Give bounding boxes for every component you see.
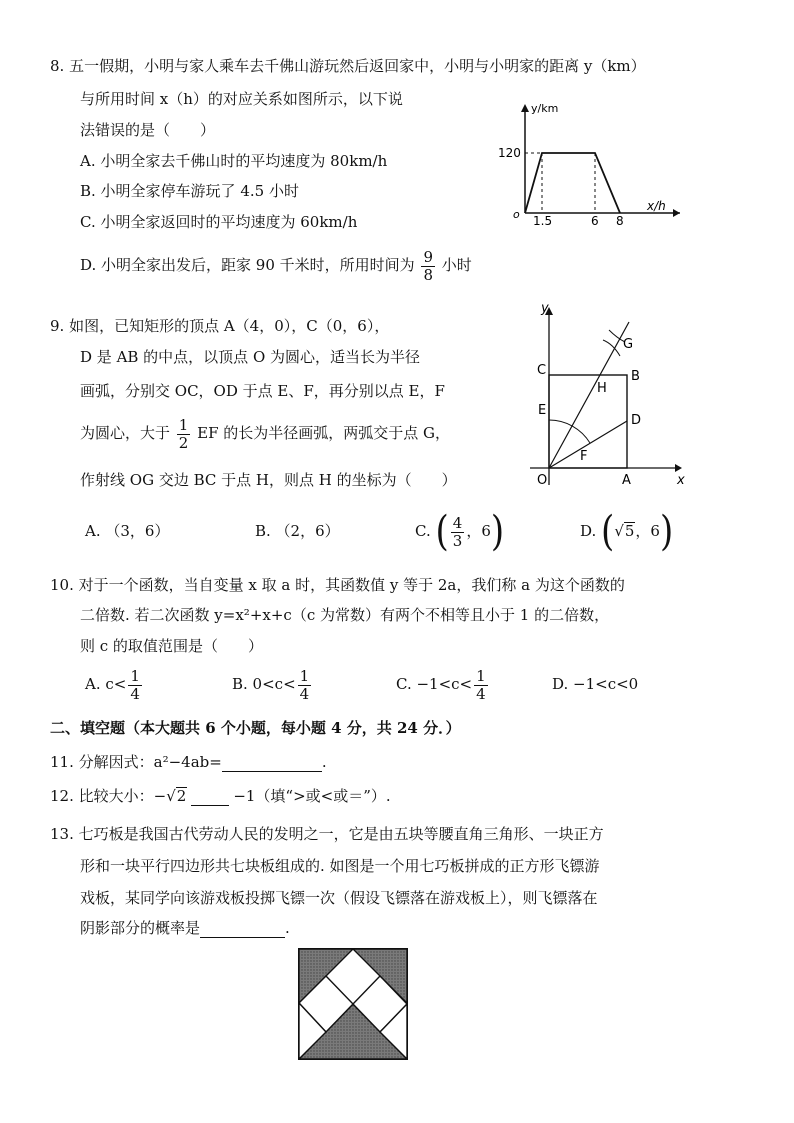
q8-ylabel: y/km	[531, 102, 559, 115]
q13-tangram-board	[298, 948, 408, 1060]
q8-option-a: A. 小明全家去千佛山时的平均速度为 80km/h	[80, 152, 388, 170]
q9-segment-od	[549, 421, 627, 468]
q9-option-c-label: C.	[415, 522, 431, 540]
q9-option-d-radicand: 5	[624, 522, 635, 540]
q10-option-c-fraction	[474, 668, 488, 703]
q9-option-b: B. （2，6）	[255, 522, 340, 540]
q8-option-d-unit: 小时	[441, 256, 472, 274]
q9-label-f: F	[580, 449, 588, 464]
q9-line5: 作射线 OG 交边 BC 于点 H，则点 H 的坐标为（ ）	[80, 471, 457, 489]
q9-line4-fraction	[177, 417, 191, 452]
q9-option-c	[415, 508, 504, 554]
q8-distance-time-graph	[495, 98, 695, 228]
q9-line4-numerator: 1	[178, 415, 189, 434]
q10-option-b-denominator: 4	[299, 684, 310, 703]
q11-answer-blank[interactable]	[222, 755, 322, 772]
q11-text: 11. 分解因式：a²−4ab=	[50, 753, 222, 771]
q9-label-x: x	[677, 473, 685, 488]
q9-option-a: A. （3，6）	[85, 522, 170, 540]
q10-option-b-numerator: 1	[299, 666, 310, 685]
q9-option-c-y: ，6	[466, 522, 491, 540]
q9-option-c-denominator: 3	[452, 531, 463, 550]
q9-label-a: A	[622, 473, 631, 488]
q8-y-axis-arrow-icon	[521, 104, 529, 112]
q12-post: −1（填“>或<或＝”）.	[233, 787, 391, 805]
q10-option-c-numerator: 1	[476, 666, 486, 685]
q10-option-a-denominator: 4	[130, 684, 140, 703]
q8-option-d	[80, 245, 472, 285]
q9-line4	[80, 413, 450, 453]
q13-end: .	[285, 919, 290, 937]
q9-line2: D 是 AB 的中点，以顶点 O 为圆心，适当长为半径	[80, 348, 421, 366]
q9-option-d: D. (√5，6)	[580, 508, 674, 556]
q13-line4	[80, 918, 290, 938]
q8-xtick-1-5: 1.5	[533, 214, 553, 228]
q11-line	[50, 752, 327, 772]
q8-option-d-text: D. 小明全家出发后，距家 90 千米时，所用时间为	[80, 256, 415, 274]
q9-rectangle-figure	[525, 300, 695, 495]
q12-line: 12. 比较大小：−√2 −1（填“>或<或＝”）.	[50, 787, 391, 805]
q10-option-c	[396, 664, 490, 704]
q10-line2: 二倍数. 若二次函数 y=x²+x+c（c 为常数）有两个不相等且小于 1 的二倍数，	[80, 606, 610, 624]
q9-option-d-label: D.	[580, 522, 597, 540]
q12-radicand: 2	[176, 787, 187, 805]
q10-option-b-text: B. 0<c<	[232, 675, 296, 693]
q9-ray-og	[549, 322, 629, 468]
q9-label-c: C	[537, 363, 547, 378]
q8-option-d-denominator: 8	[423, 265, 433, 284]
q9-label-b: B	[631, 369, 640, 384]
q13-line1: 13. 七巧板是我国古代劳动人民的发明之一，它是由五块等腰直角三角形、一块正方	[50, 825, 604, 843]
q13-line3: 戏板，某同学向该游戏板投掷飞镖一次（假设飞镖落在游戏板上），则飞镖落在	[80, 889, 598, 907]
q10-line1: 10. 对于一个函数，当自变量 x 取 a 时，其函数值 y 等于 2a，我们称 a 为这个函数的	[50, 576, 625, 594]
q9-x-axis-arrow-icon	[675, 464, 682, 472]
q9-line3: 画弧，分别交 OC，OD 于点 E、F，再分别以点 E，F	[80, 382, 445, 400]
q10-option-c-text: C. −1<c<	[396, 675, 473, 693]
q9-line4-post: EF 的长为半径画弧，两弧交于点 G，	[197, 424, 451, 442]
section2-heading: 二、填空题（本大题共 6 个小题，每小题 4 分，共 24 分．）	[50, 719, 461, 737]
q8-option-d-numerator: 9	[423, 247, 433, 266]
q8-ytick-120: 120	[498, 146, 521, 160]
q8-line3: 法错误的是（ ）	[80, 121, 216, 139]
q10-line3: 则 c 的取值范围是（ ）	[80, 637, 263, 655]
q9-option-c-right-paren-icon: )	[490, 508, 505, 556]
q8-origin: o	[513, 208, 520, 221]
q12-answer-blank[interactable]	[191, 789, 229, 806]
q8-line1: 8. 五一假期，小明与家人乘车去千佛山游玩然后返回家中，小明与小明家的距离 y（km）	[50, 57, 646, 75]
q9-label-e: E	[538, 403, 547, 418]
q10-option-a-fraction	[128, 668, 142, 703]
q9-line4-pre: 为圆心，大于	[80, 424, 171, 442]
q9-option-d-left-paren-icon: (	[601, 508, 615, 556]
q9-line1: 9. 如图，已知矩形的顶点 A（4，0），C（0，6），	[50, 317, 390, 335]
q13-line2: 形和一块平行四边形共七块板组成的. 如图是一个用七巧板拼成的正方形飞镖游	[80, 857, 600, 875]
q10-option-d: D. −1<c<0	[552, 675, 639, 693]
q8-xtick-6: 6	[591, 214, 599, 228]
q10-option-b	[232, 664, 313, 704]
q10-option-b-fraction	[298, 668, 312, 703]
q9-line4-denominator: 2	[178, 433, 189, 452]
q9-label-g: G	[623, 337, 634, 352]
q8-line2: 与所用时间 x（h）的对应关系如图所示，以下说	[80, 90, 403, 108]
q8-xlabel: x/h	[647, 199, 666, 213]
q8-graph-line	[525, 153, 620, 213]
q10-option-a-text: A. c<	[85, 675, 127, 693]
q13-answer-blank[interactable]	[200, 921, 285, 938]
q8-option-b: B. 小明全家停车游玩了 4.5 小时	[80, 182, 299, 200]
q11-end: .	[321, 753, 327, 771]
q10-option-a	[85, 664, 144, 704]
q10-option-c-denominator: 4	[476, 684, 486, 703]
q9-option-c-fraction	[451, 515, 465, 550]
q10-option-a-numerator: 1	[130, 666, 140, 685]
q9-label-o: O	[537, 473, 548, 488]
q9-label-d: D	[631, 413, 642, 428]
q8-x-axis-arrow-icon	[673, 209, 680, 217]
q9-option-d-y: ，6	[635, 522, 660, 540]
q9-option-d-right-paren-icon: )	[659, 508, 674, 556]
q9-label-h: H	[597, 381, 607, 396]
q9-option-c-left-paren-icon: (	[435, 508, 449, 556]
q12-pre: 12. 比较大小：−	[50, 787, 167, 805]
q8-option-c: C. 小明全家返回时的平均速度为 60km/h	[80, 213, 358, 231]
q9-option-c-numerator: 4	[452, 513, 463, 532]
q9-label-y: y	[541, 301, 549, 316]
q8-option-d-fraction	[421, 249, 435, 284]
q13-line4-text: 阴影部分的概率是	[80, 919, 201, 937]
q8-xtick-8: 8	[616, 214, 624, 228]
